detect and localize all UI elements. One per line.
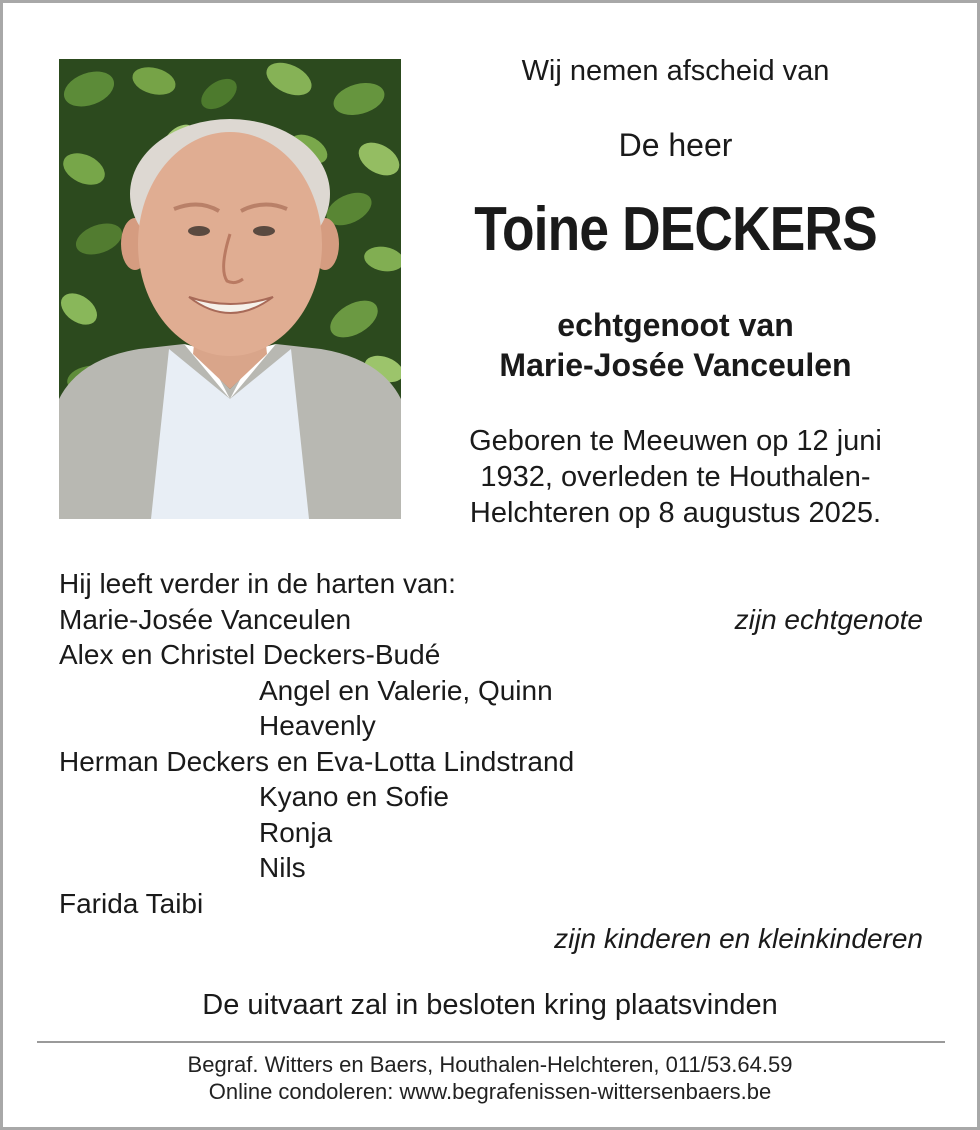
honorific-title: De heer [618,127,733,163]
funeral-home-footer [3,1051,977,1105]
grandchild-entry: Angel en Valerie, Quinn [259,674,553,706]
children-role: zijn kinderen en kleinkinderen [554,923,923,954]
portrait-photo [59,59,401,519]
online-condolence-link[interactable]: Online condoleren: www.begrafenissen-wittersenbaers.be [208,1079,772,1104]
bio-line: 1932, overleden te Houthalen- [480,461,871,493]
footer-divider [37,1041,945,1043]
family-member: Farida Taibi [59,887,204,919]
grandchild-entry: Nils [259,852,306,883]
family-member: Alex en Christel Deckers-Budé [59,639,441,670]
deceased-name: Toine DECKERS [474,195,877,264]
grandchild-entry: Heavenly [259,710,376,741]
portrait-illustration [59,59,401,519]
family-row-spouse [59,602,923,638]
birth-death-details [443,423,908,531]
funeral-notice: De uitvaart zal in besloten kring plaatsvinden [202,989,778,1021]
family-list [59,566,923,957]
spouse-label: echtgenoot van [557,307,794,343]
bio-line: Helchteren op 8 augustus 2025. [469,497,882,529]
spouse-name: Marie-Josée Vanceulen [499,347,852,383]
bio-line: Geboren te Meeuwen op 12 juni [469,425,882,457]
family-member: Herman Deckers en Eva-Lotta Lindstrand [59,745,575,777]
intro-text: Wij nemen afscheid van [521,55,830,87]
family-intro: Hij leeft verder in de harten van: [59,568,456,599]
grandchild-entry: Kyano en Sofie [259,781,449,812]
spouse-role: zijn echtgenote [734,603,923,635]
funeral-home-contact: Begraf. Witters en Baers, Houthalen-Helchteren, 011/53.64.59 [187,1052,793,1077]
spouse-name-entry: Marie-Josée Vanceulen [59,603,352,635]
grandchild-entry: Ronja [259,816,333,848]
